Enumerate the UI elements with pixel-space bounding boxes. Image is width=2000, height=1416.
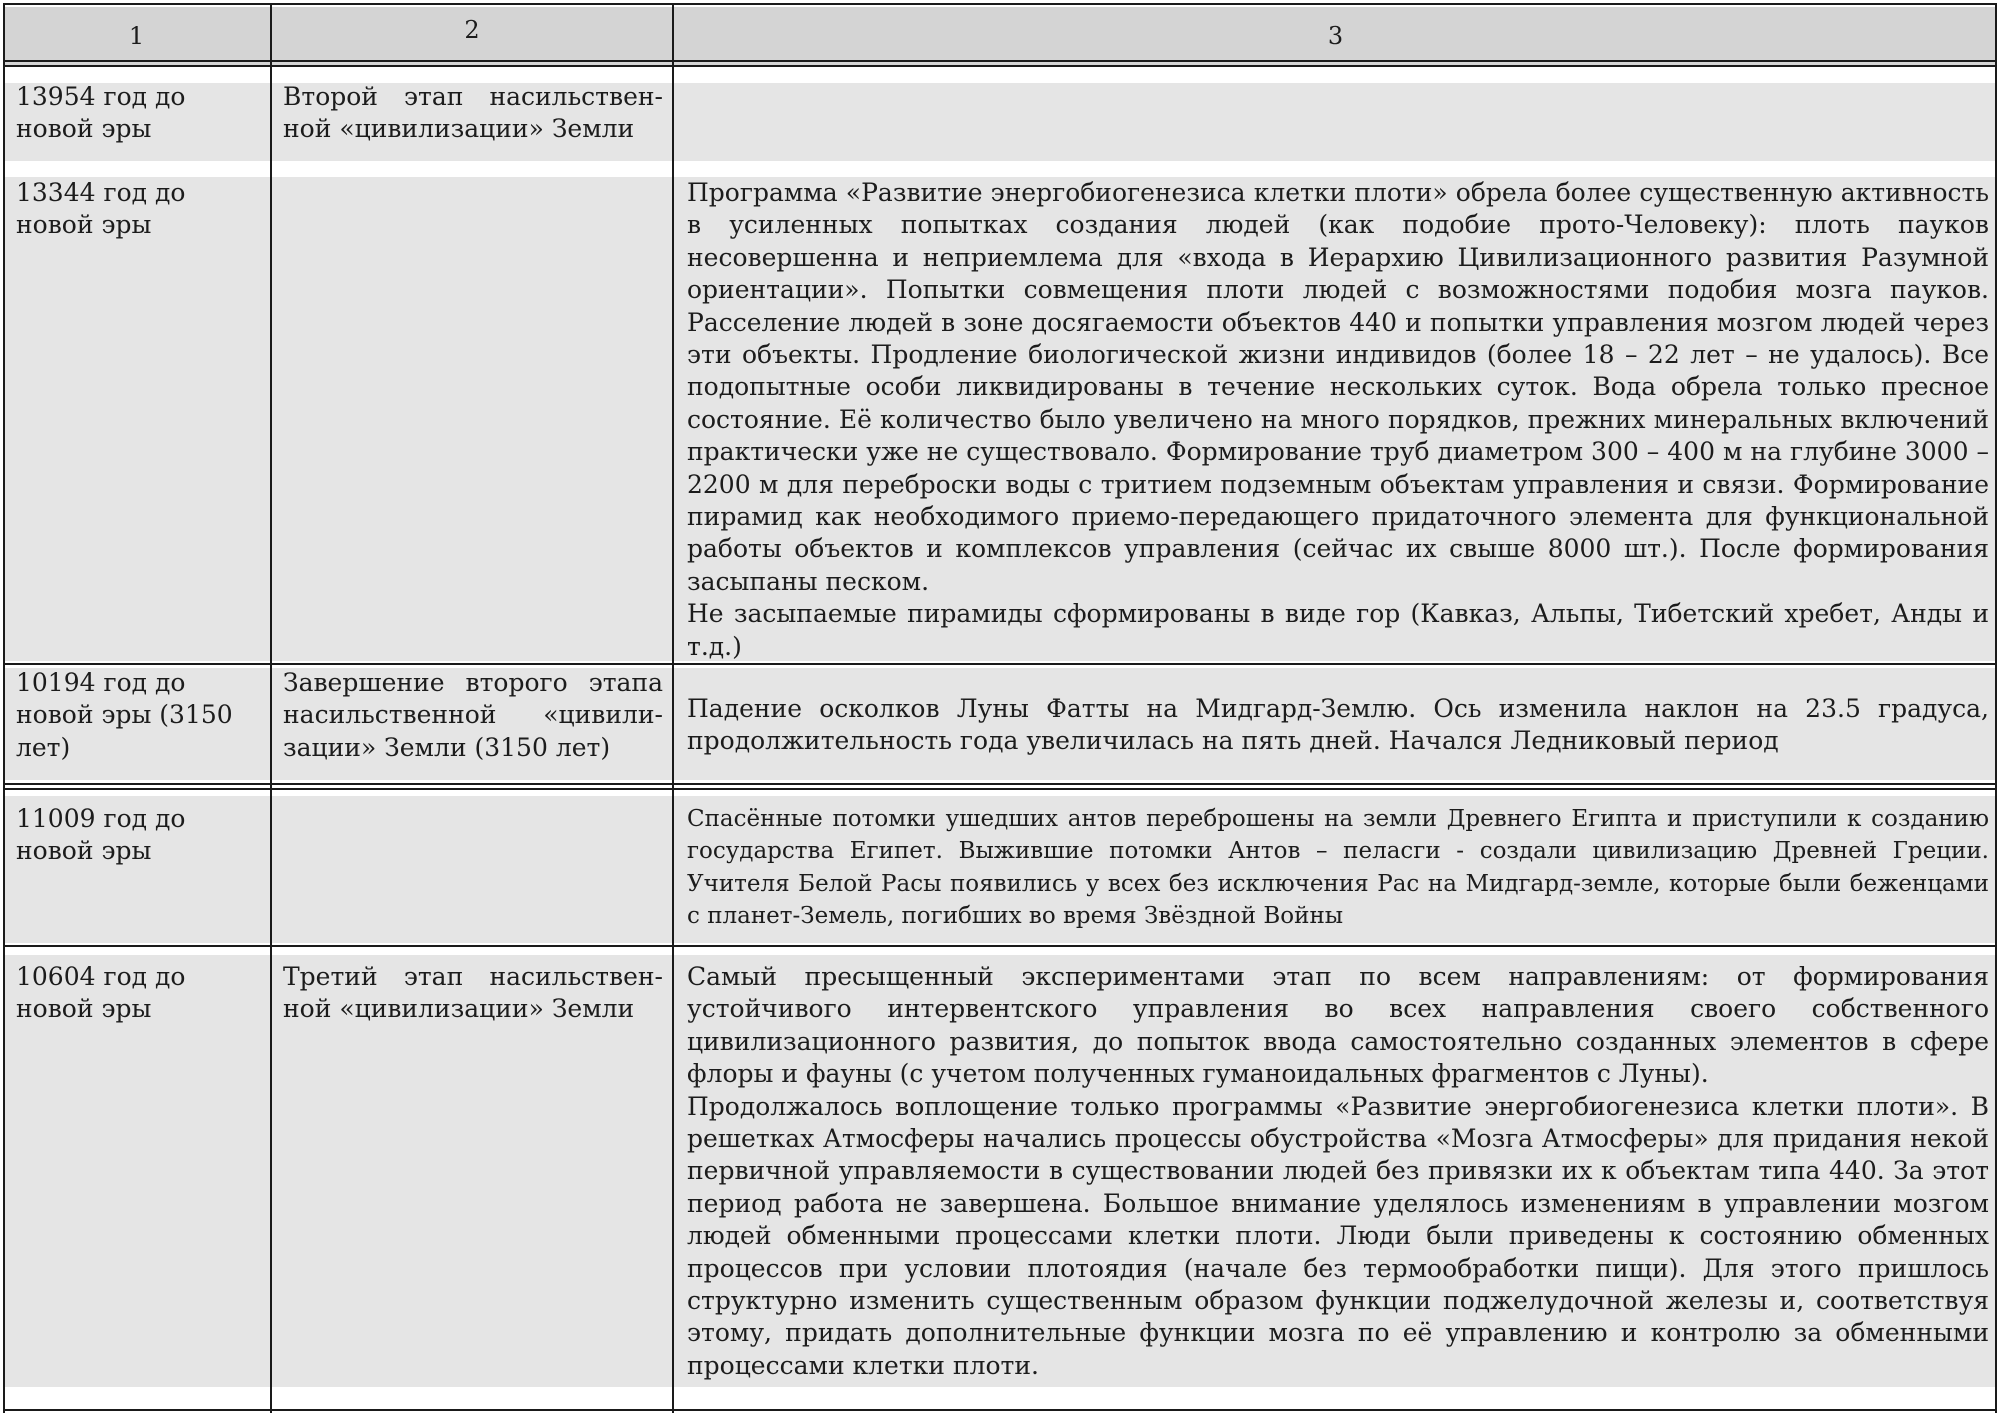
row-1-date: 13954 год до новой эры	[16, 82, 186, 144]
header-bottom-rule-1	[3, 60, 1997, 62]
row-5-top-rule	[3, 945, 1997, 947]
row-3-top-rule	[3, 663, 1997, 665]
row-3-text	[687, 693, 1989, 758]
table-bottom-border	[3, 1409, 1997, 1411]
row-3-date: 10194 год до новой эры (3150 лет)	[16, 668, 233, 762]
row-3-stage: Завершение второго этапа насильственной «цивилизации» Земли (3150 лет)	[283, 668, 663, 762]
table-left-border	[3, 3, 5, 1413]
row-2-date: 13344 год до новой эры	[16, 178, 186, 240]
row-5-stage: Третий этап насильственной «цивилизации» Земли	[283, 962, 663, 1024]
row-1-stage: Второй этап насильственной «цивилизации» Земли	[283, 82, 663, 144]
column-2-3-divider	[672, 3, 674, 1413]
row-5-text	[687, 961, 1989, 1382]
column-1-2-divider	[270, 3, 272, 1413]
row-4-text	[687, 803, 1989, 933]
header-col-3: 3	[1327, 22, 1344, 50]
row-5-paragraph-2: Продолжалось воплощение только программы «Развитие энергобиогенезиса клетки плоти». В решетках Атмосферы начались процессы обустройства «Мозга Атмосферы» для придания некой первичной управляемости в существовании людей без привязки их к объектам типа 440. За этот период работа не завершена. Большое внимание уделялось изменениям в управлении мозгом людей обменными процессами клетки плоти. Люди были приведены к состоянию обменных процессов при условии плотоядия (начале без термообработки пищи). Для этого пришлось структурно изменить существенным образом функции поджелудочной железы и, соответствуя этому, придать дополнительные функции мозга по её управлению и контролю за обменными процессами клетки плоти.	[687, 1091, 1989, 1380]
row-2-paragraph-2: Не засыпаемые пирамиды сформированы в виде гор (Кавказ, Альпы, Тибетский хребет, Анды и т.д.)	[687, 599, 1989, 661]
header-bottom-rule-2	[3, 65, 1997, 67]
table-right-border	[1995, 3, 1997, 1413]
row-5-date: 10604 год до новой эры	[16, 962, 186, 1024]
row-4-top-rule-2	[3, 788, 1997, 790]
row-4-date: 11009 год до новой эры	[16, 804, 186, 866]
header-col-1: 1	[128, 22, 145, 50]
row-4-top-rule-1	[3, 783, 1997, 785]
row-3-paragraph-1: Падение осколков Луны Фатты на Мидгард-Землю. Ось изменила наклон на 23.5 градуса, продолжительность года увеличилась на пять дней. Начался Ледниковый период	[687, 694, 1989, 756]
document-page	[3, 3, 1997, 1413]
row-4-paragraph-1: Спасённые потомки ушедших антов переброшены на земли Древнего Египта и приступили к созданию государства Египет. Выжившие потомки Антов – пеласги - создали цивилизацию Древней Греции. Учителя Белой Расы появились у всех без исключения Рас на Мидгард-земле, которые были беженцами с планет-Земель, погибших во время Звёздной Войны	[687, 806, 1989, 930]
header-col-2: 2	[464, 16, 480, 44]
row-5-paragraph-1: Самый пресыщенный экспериментами этап по всем направлениям: от формирования устойчивого интервентского управления во всех направления своего собственного цивилизационного развития, до попыток ввода самостоятельно созданных элементов в сфере флоры и фауны (с учетом полученных гуманоидальных фрагментов с Луны).	[687, 962, 1989, 1089]
table-top-border	[3, 3, 1997, 5]
row-2-paragraph-1: Программа «Развитие энергобиогенезиса клетки плоти» обрела более существенную активность в усиленных попытках создания людей (как подобие прото-Человеку): плоть пауков несовершенна и неприемлема для «входа в Иерархию Цивилизационного развития Разумной ориентации». Попытки совмещения плоти людей с возможностями подобия мозга пауков. Расселение людей в зоне досягаемости объектов 440 и попытки управления мозгом людей через эти объекты. Продление биологической жизни индивидов (более 18 – 22 лет – не удалось). Все подопытные особи ликвидированы в течение нескольких суток. Вода обрела только пресное состояние. Её количество было увеличено на много порядков, прежних минеральных включений практически уже не существовало. Формирование труб диаметром 300 – 400 м на глубине 3000 – 2200 м для переброски воды с тритием подземным объектам управления и связи. Формирование пирамид как необходимого приемо-передающего придаточного элемента для функциональной работы объектов и комплексов управления (сейчас их свыше 8000 шт.). После формирования засыпаны песком.	[687, 178, 1989, 596]
row-2-text	[687, 177, 1989, 663]
